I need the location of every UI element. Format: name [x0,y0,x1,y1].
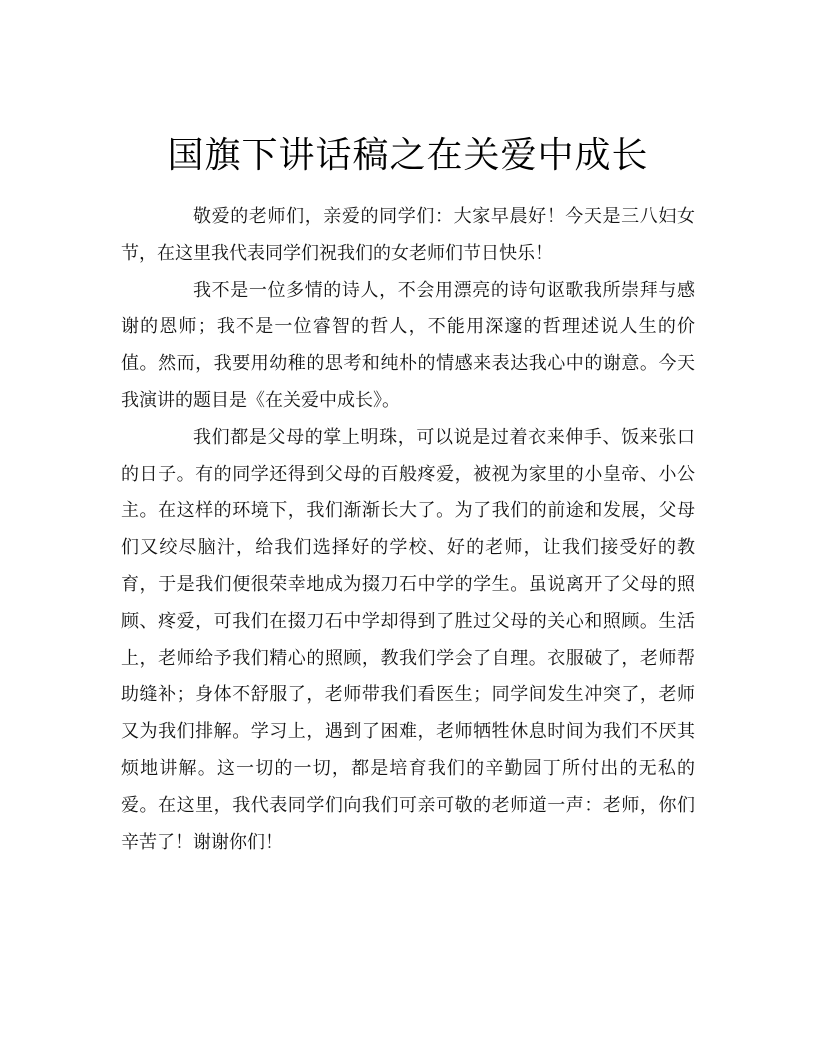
paragraph-greeting: 敬爱的老师们，亲爱的同学们：大家早晨好！今天是三八妇女节，在这里我代表同学们祝我们的女老师们节日快乐！ [121,206,695,264]
document-body [121,199,695,861]
paragraph-main-content: 我们都是父母的掌上明珠，可以说是过着衣来伸手、饭来张口的日子。有的同学还得到父母的百般疼爱，被视为家里的小皇帝、小公主。在这样的环境下，我们渐渐长大了。为了我们的前途和发展，父母们又绞尽脑汁，给我们选择好的学校、好的老师，让我们接受好的教育，于是我们便很荣幸地成为掇刀石中学的学生。虽说离开了父母的照顾、疼爱，可我们在掇刀石中学却得到了胜过父母的关心和照顾。生活上，老师给予我们精心的照顾，教我们学会了自理。衣服破了，老师帮助缝补；身体不舒服了，老师带我们看医生；同学间发生冲突了，老师又为我们排解。学习上，遇到了困难，老师牺牲休息时间为我们不厌其烦地讲解。这一切的一切，都是培育我们的辛勤园丁所付出的无私的爱。在这里，我代表同学们向我们可亲可敬的老师道一声：老师，你们辛苦了！谢谢你们！ [121,426,695,853]
document-title: 国旗下讲话稿之在关爱中成长 [167,135,649,177]
paragraph-introduction: 我不是一位多情的诗人，不会用漂亮的诗句讴歌我所崇拜与感谢的恩师；我不是一位睿智的哲人，不能用深邃的哲理述说人生的价值。然而，我要用幼稚的思考和纯朴的情感来表达我心中的谢意。今天我演讲的题目是《在关爱中成长》。 [121,279,695,411]
